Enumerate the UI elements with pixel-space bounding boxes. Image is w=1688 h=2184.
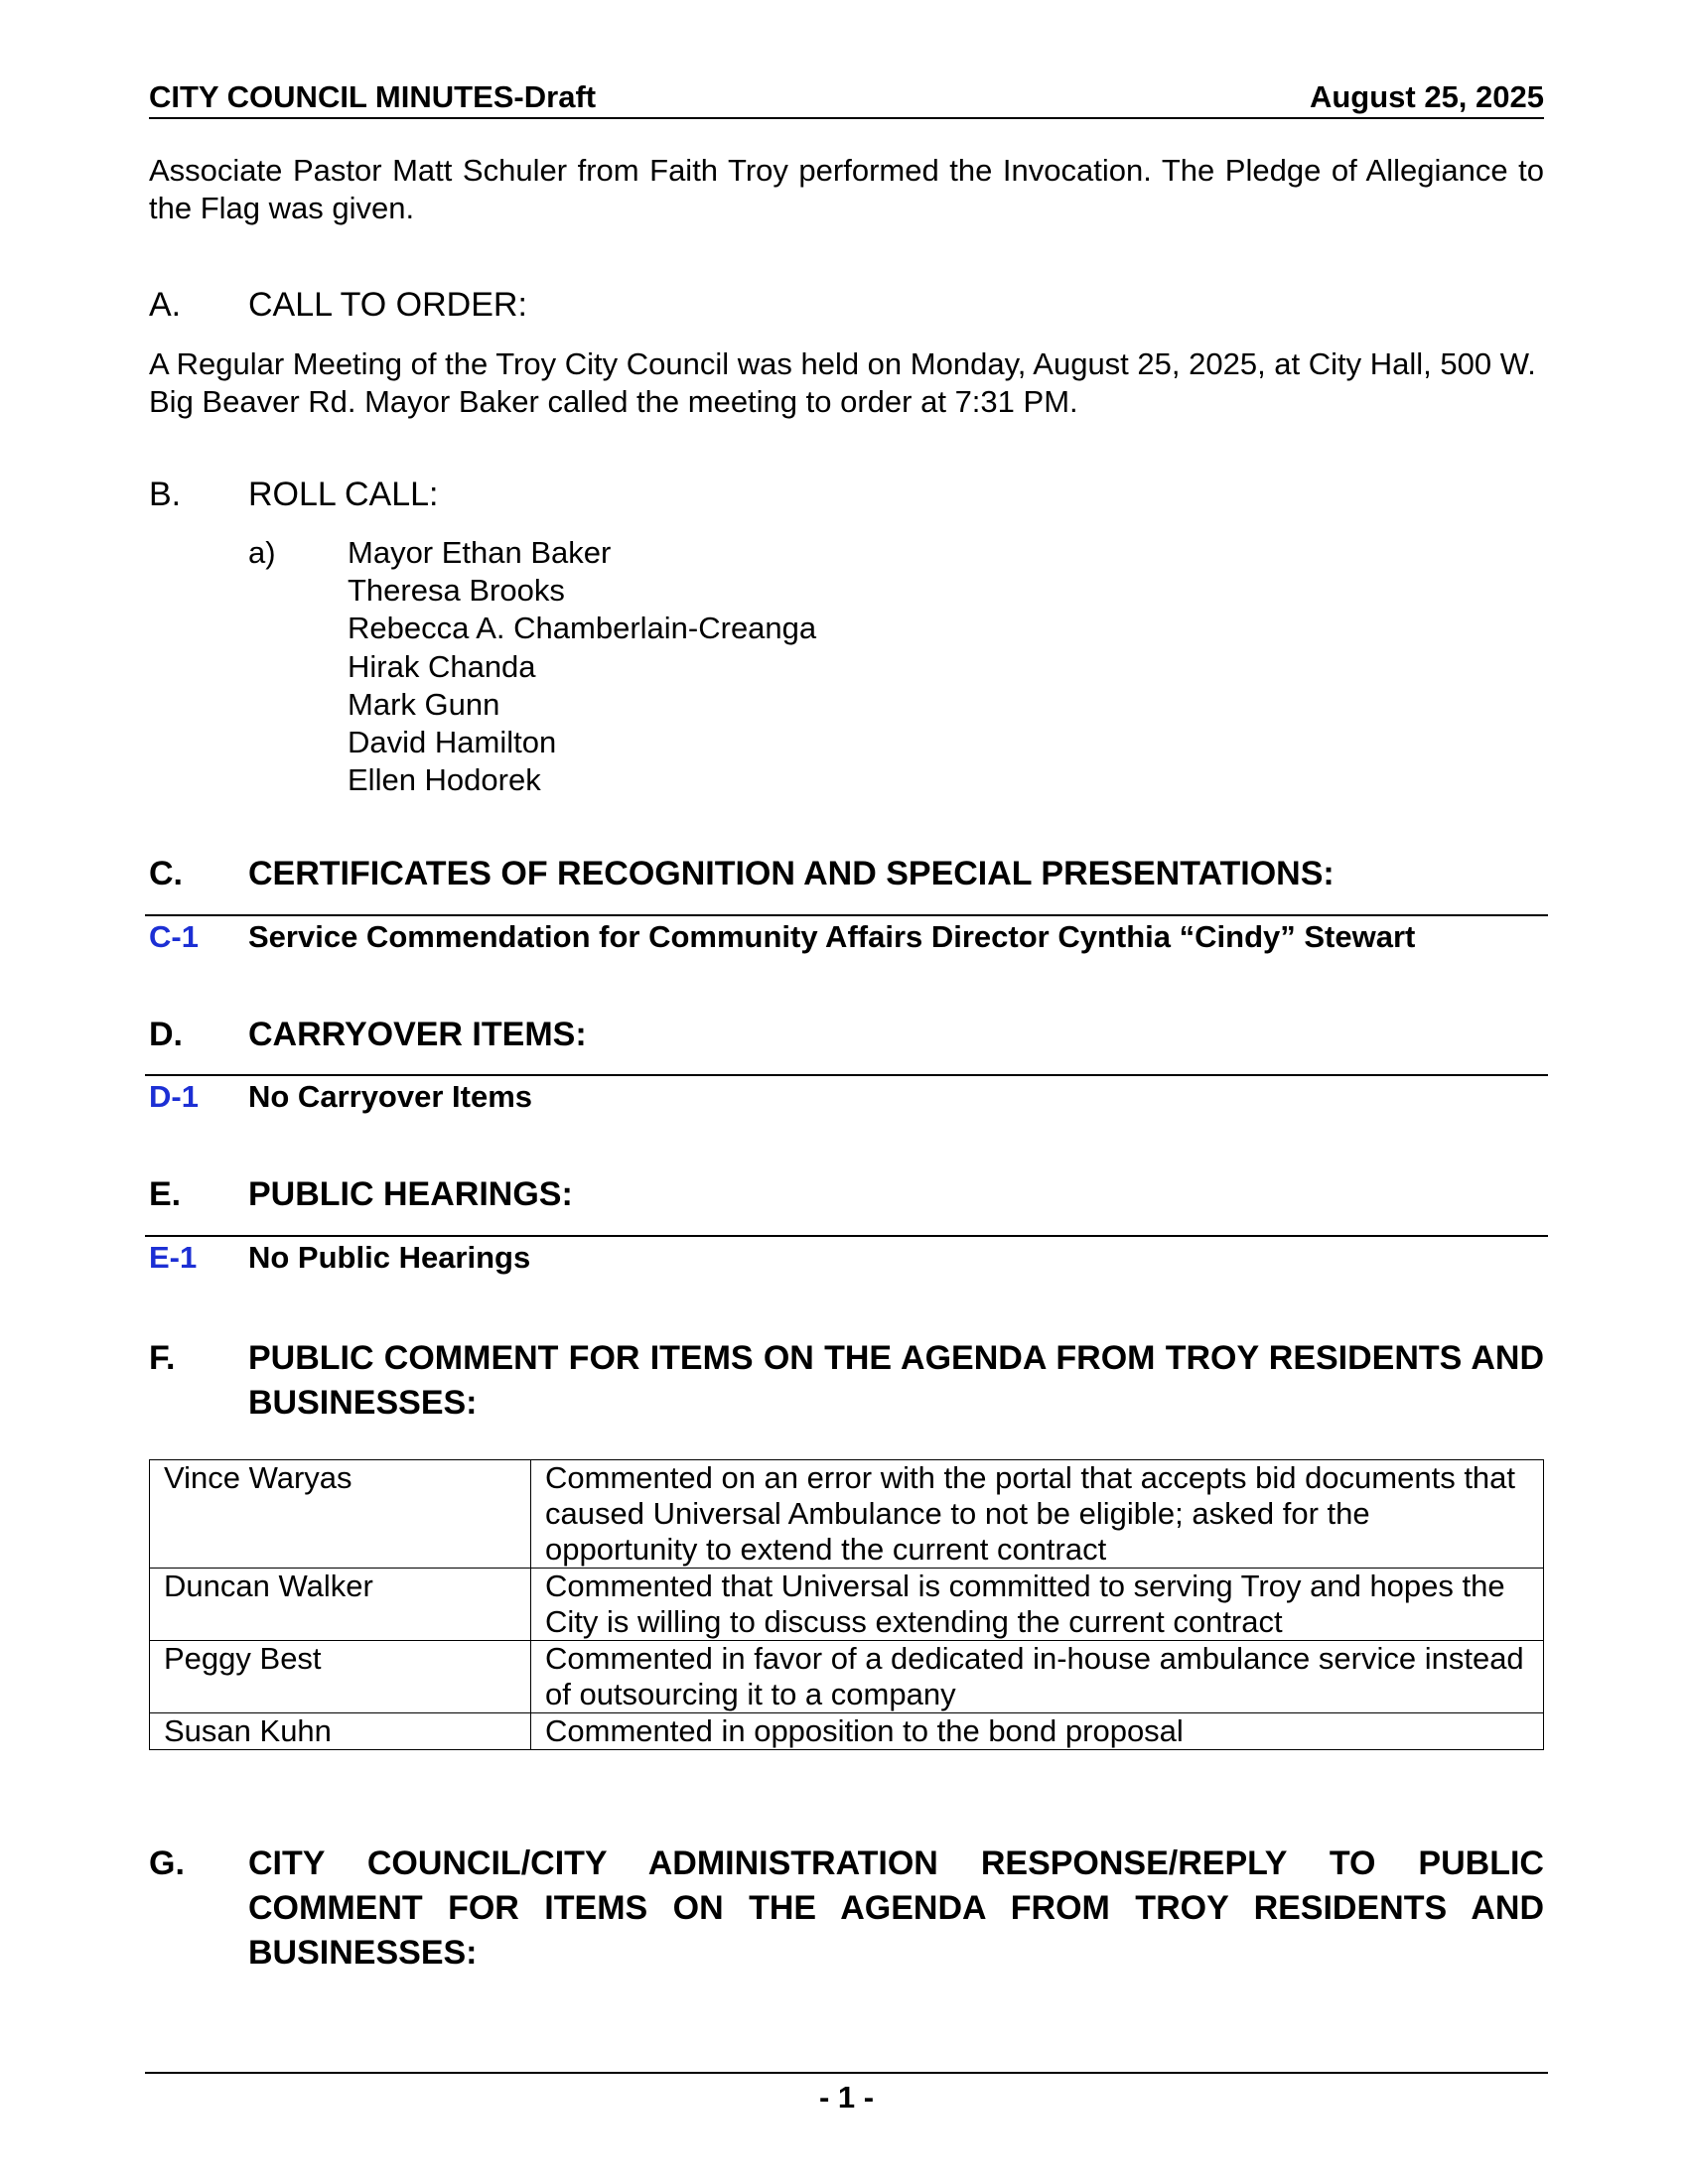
comment-text: Commented on an error with the portal that accepts bid documents that caused Universal Ambulance to not be eligible; asked for the opportunity to extend the current contract <box>531 1460 1544 1569</box>
item-text: No Carryover Items <box>248 1079 533 1114</box>
invocation-paragraph: Associate Pastor Matt Schuler from Faith Troy performed the Invocation. The Pledge of Allegiance to the Flag was given. <box>149 153 1544 225</box>
page-header <box>149 79 1544 119</box>
section-letter: C. <box>149 855 183 892</box>
call-to-order-paragraph: A Regular Meeting of the Troy City Council was held on Monday, August 25, 2025, at City Hall, 500 W. Big Beaver Rd. Mayor Baker called the meeting to order at 7:31 PM. <box>149 346 1536 419</box>
item-code: C-1 <box>149 919 199 954</box>
council-member: Theresa Brooks <box>348 573 565 609</box>
section-title: PUBLIC HEARINGS: <box>248 1175 573 1213</box>
section-letter: A. <box>149 286 182 324</box>
council-member: Mayor Ethan Baker <box>348 535 612 570</box>
page-number: - 1 - <box>818 2080 875 2115</box>
public-comment-table <box>149 1459 1544 1750</box>
table-row <box>150 1641 1544 1713</box>
meeting-date: August 25, 2025 <box>1309 79 1544 114</box>
table-row <box>150 1460 1544 1569</box>
table-row <box>150 1569 1544 1641</box>
section-title: PUBLIC COMMENT FOR ITEMS ON THE AGENDA FROM TROY RESIDENTS AND BUSINESSES: <box>248 1339 1544 1422</box>
item-code: E-1 <box>149 1240 198 1275</box>
section-letter: F. <box>149 1339 176 1377</box>
council-member: Mark Gunn <box>348 686 500 722</box>
commenter-name: Peggy Best <box>150 1641 531 1713</box>
commenter-name: Vince Waryas <box>150 1460 531 1569</box>
roll-call-label: a) <box>248 535 276 570</box>
section-letter: E. <box>149 1175 182 1213</box>
section-divider <box>145 1074 1548 1076</box>
item-text: No Public Hearings <box>248 1240 531 1275</box>
commenter-name: Duncan Walker <box>150 1569 531 1641</box>
section-title: CARRYOVER ITEMS: <box>248 1016 587 1053</box>
comment-text: Commented that Universal is committed to serving Troy and hopes the City is willing to discuss extending the current contract <box>531 1569 1544 1641</box>
section-title: CITY COUNCIL/CITY ADMINISTRATION RESPONSE/REPLY TO PUBLIC COMMENT FOR ITEMS ON THE AGENDA FROM TROY RESIDENTS AND BUSINESSES: <box>248 1844 1544 1972</box>
table-row <box>150 1713 1544 1750</box>
commenter-name: Susan Kuhn <box>150 1713 531 1750</box>
section-letter: B. <box>149 476 182 513</box>
section-letter: G. <box>149 1844 185 1882</box>
council-member: Rebecca A. Chamberlain-Creanga <box>348 611 817 646</box>
section-letter: D. <box>149 1016 183 1053</box>
section-divider <box>145 1235 1548 1237</box>
item-code: D-1 <box>149 1079 199 1114</box>
council-member: Hirak Chanda <box>348 648 536 684</box>
item-text: Service Commendation for Community Affairs Director Cynthia “Cindy” Stewart <box>248 919 1416 954</box>
comment-text: Commented in opposition to the bond proposal <box>531 1713 1544 1750</box>
comment-text: Commented in favor of a dedicated in-house ambulance service instead of outsourcing it to a company <box>531 1641 1544 1713</box>
section-title: ROLL CALL: <box>248 476 439 513</box>
roll-call-names <box>348 534 816 799</box>
council-member: David Hamilton <box>348 725 557 760</box>
document-title: CITY COUNCIL MINUTES-Draft <box>149 79 597 114</box>
section-divider <box>145 914 1548 916</box>
section-title: CERTIFICATES OF RECOGNITION AND SPECIAL PRESENTATIONS: <box>248 855 1335 892</box>
council-member: Ellen Hodorek <box>348 762 541 798</box>
section-title: CALL TO ORDER: <box>248 286 527 324</box>
footer-divider <box>145 2072 1548 2074</box>
